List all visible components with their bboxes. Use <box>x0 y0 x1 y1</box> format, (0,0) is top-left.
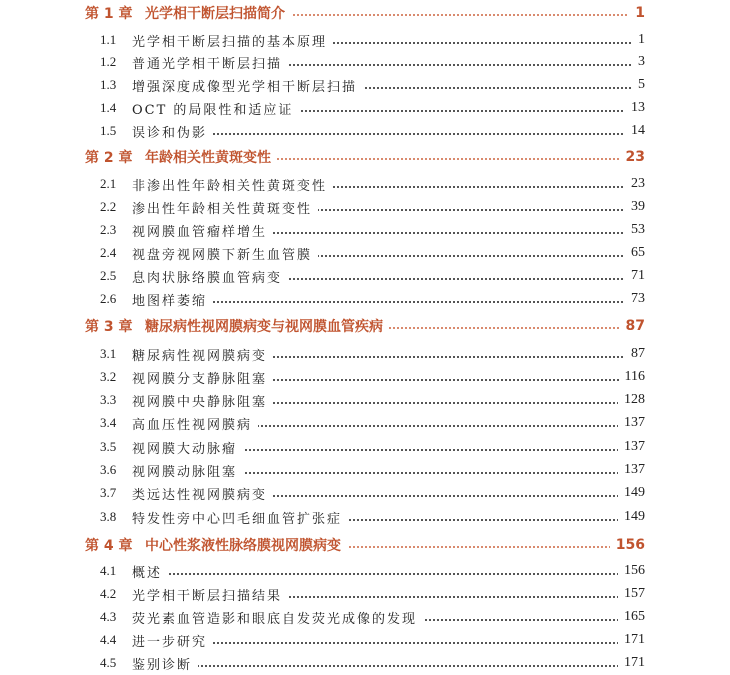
section-number: 3.8 <box>100 509 117 524</box>
section-page: 23 <box>625 176 645 192</box>
section-number: 2.2 <box>100 199 117 214</box>
section-page: 137 <box>618 462 645 478</box>
toc-section[interactable] <box>0 652 730 674</box>
toc-section[interactable] <box>0 173 730 195</box>
toc-section[interactable] <box>0 120 730 142</box>
section-number: 1.2 <box>100 54 117 69</box>
toc-section[interactable] <box>0 459 730 481</box>
chapter-page: 23 <box>620 149 645 165</box>
toc-section[interactable] <box>0 436 730 458</box>
section-number: 1.3 <box>100 77 117 92</box>
chapter-page: 87 <box>620 318 645 334</box>
toc-chapter-3[interactable] <box>0 315 730 337</box>
section-title: 普通光学相干断层扫描 <box>132 53 288 72</box>
section-number: 1.1 <box>100 32 117 47</box>
section-title: 糖尿病性视网膜病变 <box>132 345 273 364</box>
toc-chapter-1[interactable] <box>0 2 730 24</box>
section-number: 3.2 <box>100 369 117 384</box>
toc-section[interactable] <box>0 219 730 241</box>
toc-chapter-4[interactable] <box>0 534 730 556</box>
section-title: 增强深度成像型光学相干断层扫描 <box>132 76 363 95</box>
toc-section[interactable] <box>0 629 730 651</box>
section-page: 149 <box>618 485 645 501</box>
section-page: 157 <box>618 586 645 602</box>
toc-section[interactable] <box>0 389 730 411</box>
section-title: 视网膜分支静脉阻塞 <box>132 368 273 387</box>
section-title: 概述 <box>132 562 168 581</box>
section-title: 非渗出性年龄相关性黄斑变性 <box>132 175 333 194</box>
chapter-page: 156 <box>610 537 645 553</box>
toc-section[interactable] <box>0 29 730 51</box>
toc-section[interactable] <box>0 97 730 119</box>
toc-section[interactable] <box>0 606 730 628</box>
section-page: 137 <box>618 415 645 431</box>
section-page: 71 <box>625 268 645 284</box>
toc-section[interactable] <box>0 412 730 434</box>
section-number: 1.4 <box>100 100 117 115</box>
section-number: 3.5 <box>100 439 117 454</box>
section-page: 171 <box>618 655 645 671</box>
section-number: 3.7 <box>100 485 117 500</box>
toc-section[interactable] <box>0 506 730 528</box>
section-number: 3.3 <box>100 392 117 407</box>
section-page: 116 <box>619 369 645 385</box>
section-page: 128 <box>618 392 645 408</box>
section-number: 4.2 <box>100 586 117 601</box>
chapter-label: 第 4 章 <box>85 538 133 554</box>
section-title: 渗出性年龄相关性黄斑变性 <box>132 198 318 217</box>
section-title: 误诊和伪影 <box>132 122 213 141</box>
section-number: 3.6 <box>100 462 117 477</box>
toc-section[interactable] <box>0 265 730 287</box>
section-title: 类远达性视网膜病变 <box>132 484 273 503</box>
section-page: 65 <box>625 245 645 261</box>
toc-section[interactable] <box>0 196 730 218</box>
section-page: 165 <box>618 609 645 625</box>
chapter-label: 第 1 章 <box>85 6 133 22</box>
section-title: 视网膜大动脉瘤 <box>132 438 243 457</box>
section-page: 156 <box>618 563 645 579</box>
section-number: 4.5 <box>100 655 117 670</box>
toc-section[interactable] <box>0 74 730 96</box>
section-number: 1.5 <box>100 123 117 138</box>
chapter-label: 第 3 章 <box>85 319 133 335</box>
toc-section[interactable] <box>0 51 730 73</box>
chapter-page: 1 <box>629 5 645 21</box>
toc-section[interactable] <box>0 242 730 264</box>
section-title: 视网膜中央静脉阻塞 <box>132 391 273 410</box>
section-title: 特发性旁中心凹毛细血管扩张症 <box>132 508 348 527</box>
section-page: 73 <box>625 291 645 307</box>
section-number: 2.6 <box>100 291 117 306</box>
section-title: 视网膜动脉阻塞 <box>132 461 243 480</box>
chapter-title: 光学相干断层扫描简介 <box>145 3 291 23</box>
section-title: OCT 的局限性和适应证 <box>132 99 299 118</box>
section-number: 3.4 <box>100 415 117 430</box>
chapter-title: 中心性浆液性脉络膜视网膜病变 <box>145 535 347 555</box>
section-number: 4.4 <box>100 632 117 647</box>
dot-leader <box>132 665 635 667</box>
section-page: 1 <box>632 32 645 48</box>
chapter-title: 年龄相关性黄斑变性 <box>145 147 277 167</box>
section-title: 鉴别诊断 <box>132 654 198 673</box>
section-title: 视网膜血管瘤样增生 <box>132 221 273 240</box>
toc-section[interactable] <box>0 560 730 582</box>
chapter-title: 糖尿病性视网膜病变与视网膜血管疾病 <box>145 316 389 336</box>
toc-section[interactable] <box>0 288 730 310</box>
dot-leader <box>132 573 635 575</box>
section-number: 4.3 <box>100 609 117 624</box>
section-title: 光学相干断层扫描的基本原理 <box>132 31 333 50</box>
toc-section[interactable] <box>0 366 730 388</box>
toc-section[interactable] <box>0 343 730 365</box>
section-page: 39 <box>625 199 645 215</box>
section-title: 进一步研究 <box>132 631 213 650</box>
section-number: 4.1 <box>100 563 117 578</box>
section-page: 87 <box>625 346 645 362</box>
section-number: 2.4 <box>100 245 117 260</box>
section-page: 53 <box>625 222 645 238</box>
section-page: 14 <box>625 123 645 139</box>
chapter-label: 第 2 章 <box>85 150 133 166</box>
toc-section[interactable] <box>0 583 730 605</box>
section-page: 5 <box>632 77 645 93</box>
section-page: 171 <box>618 632 645 648</box>
section-title: 视盘旁视网膜下新生血管膜 <box>132 244 318 263</box>
section-title: 息肉状脉络膜血管病变 <box>132 267 288 286</box>
toc-section[interactable] <box>0 482 730 504</box>
section-number: 3.1 <box>100 346 117 361</box>
section-page: 137 <box>618 439 645 455</box>
toc-chapter-2[interactable] <box>0 146 730 168</box>
section-title: 荧光素血管造影和眼底自发荧光成像的发现 <box>132 608 423 627</box>
section-title: 光学相干断层扫描结果 <box>132 585 288 604</box>
section-page: 149 <box>618 509 645 525</box>
section-number: 2.3 <box>100 222 117 237</box>
section-page: 3 <box>632 54 645 70</box>
section-number: 2.1 <box>100 176 117 191</box>
section-title: 地图样萎缩 <box>132 290 213 309</box>
section-page: 13 <box>625 100 645 116</box>
section-number: 2.5 <box>100 268 117 283</box>
section-title: 高血压性视网膜病 <box>132 414 258 433</box>
